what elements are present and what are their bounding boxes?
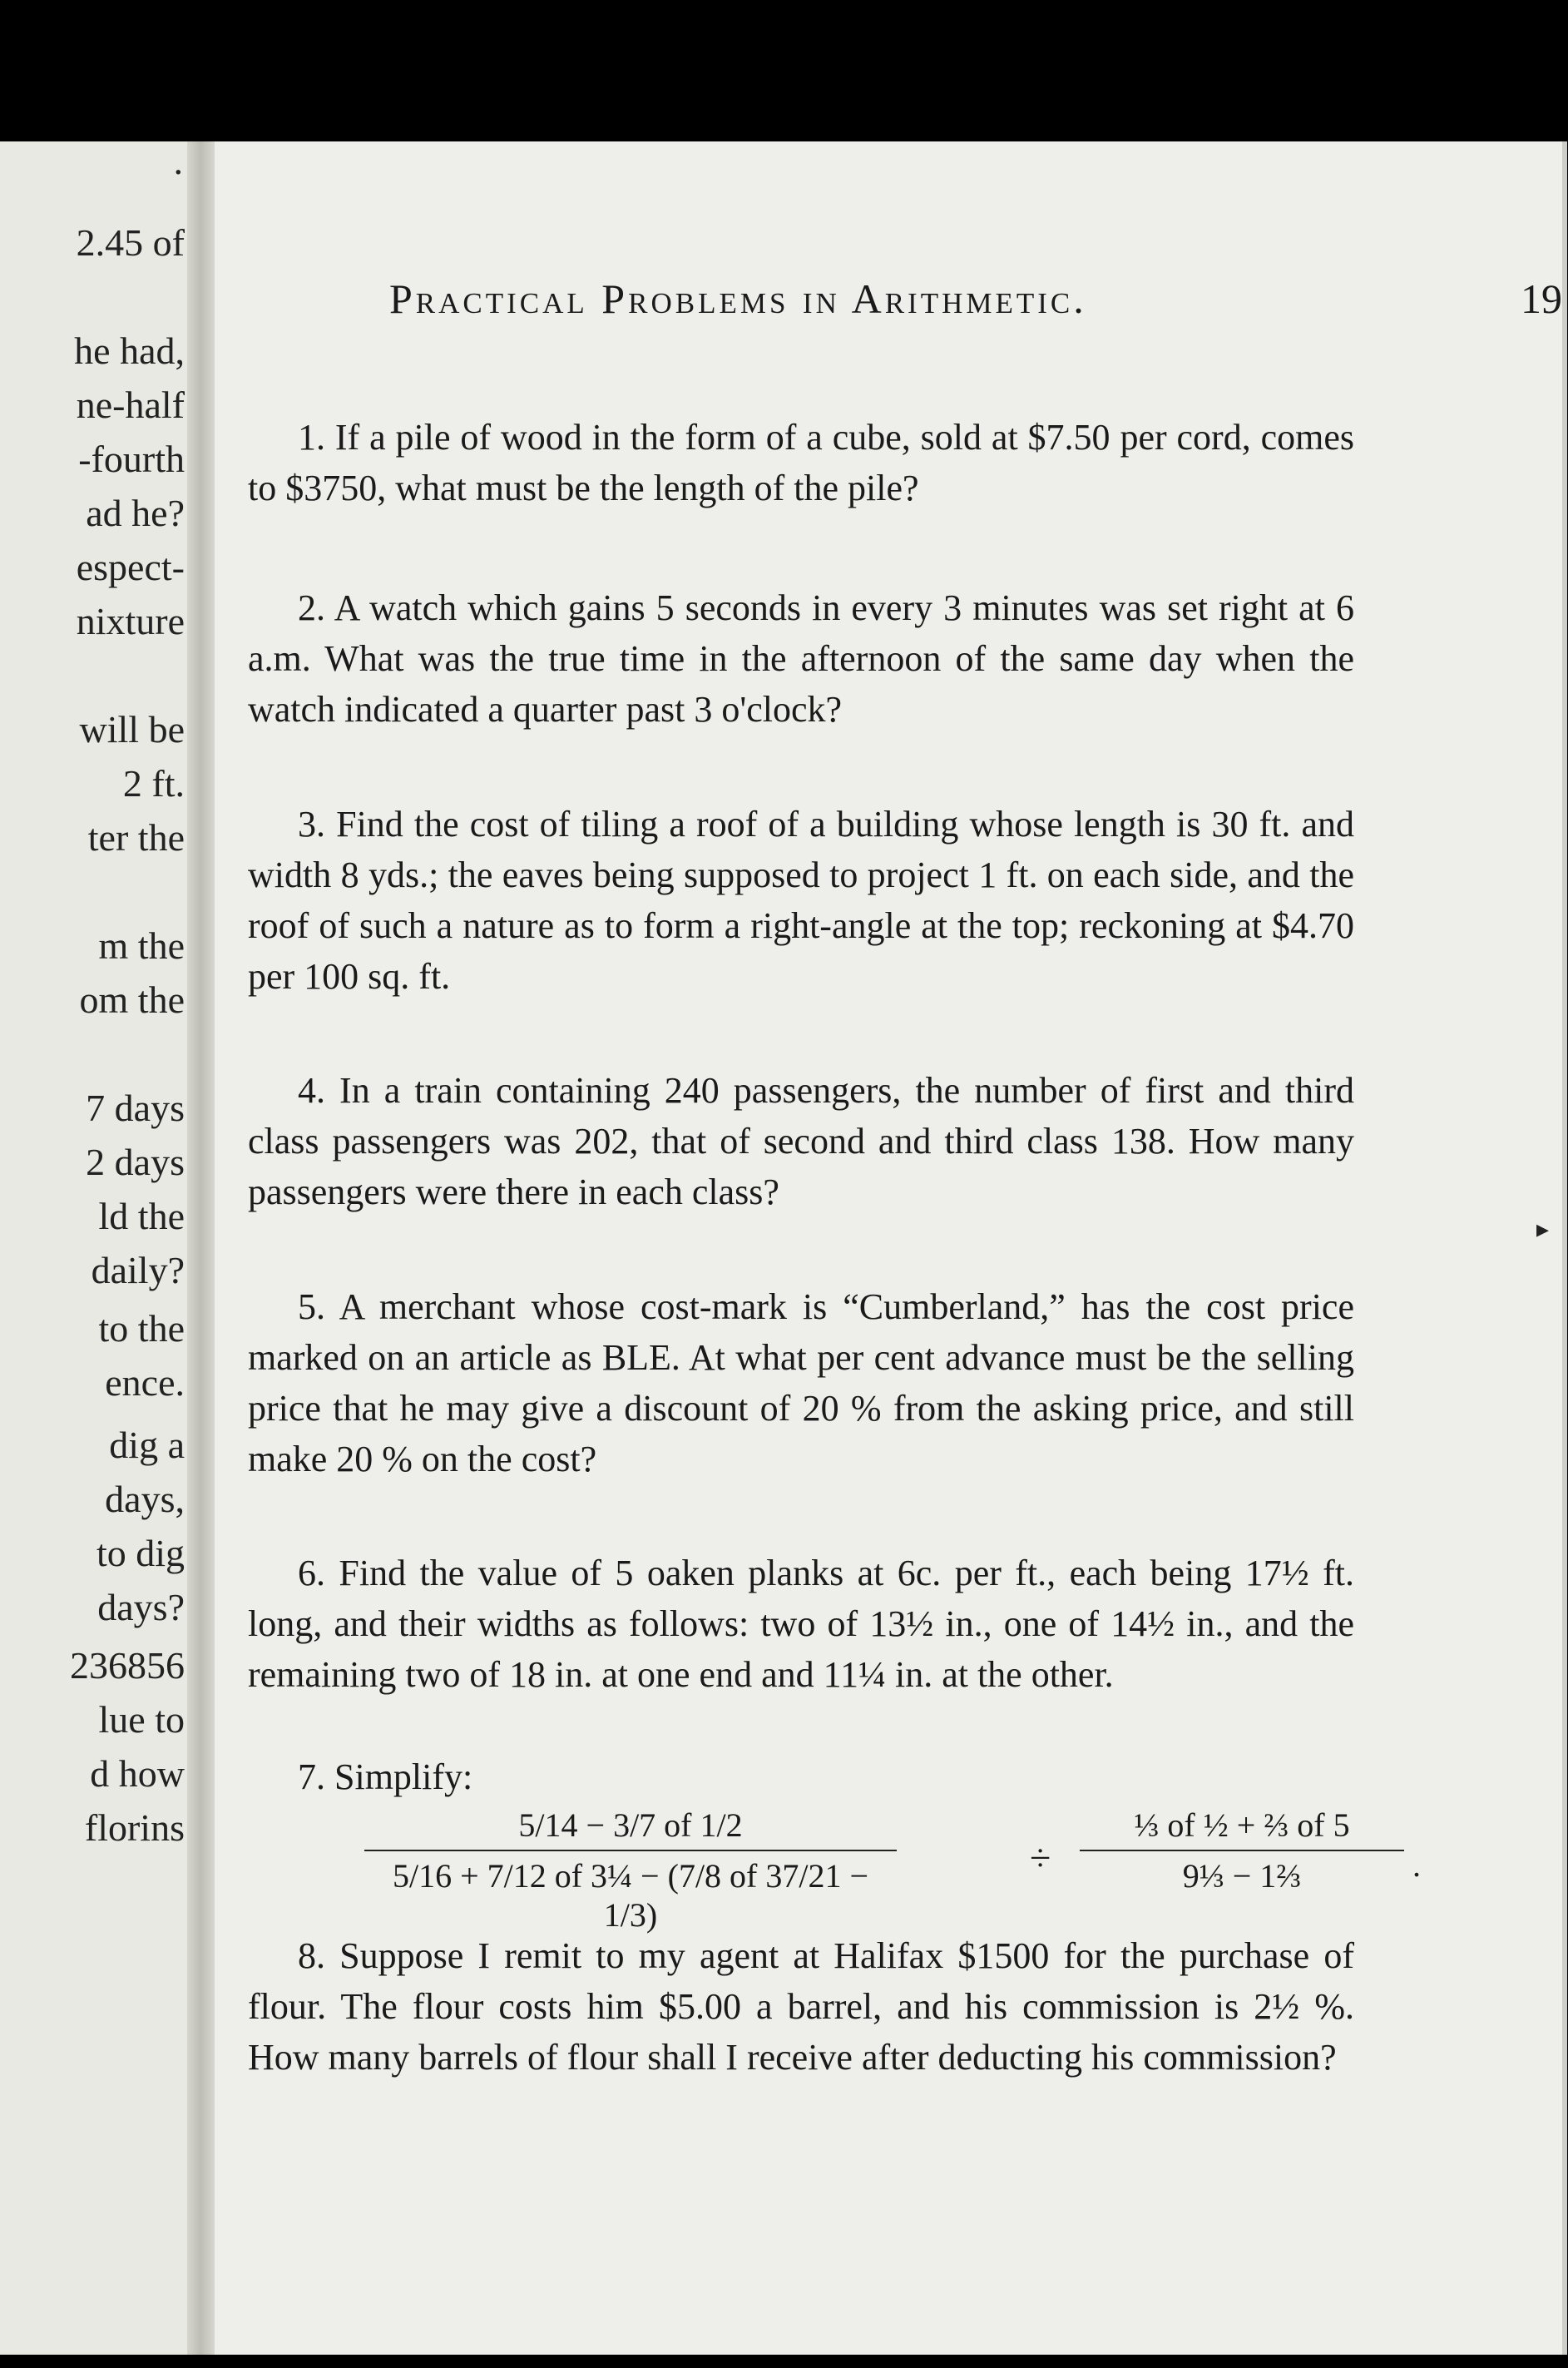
left-line: days, — [105, 1478, 185, 1520]
problem-number: 7. — [298, 1756, 325, 1797]
left-line: florins — [84, 1806, 185, 1849]
page-number: 19 — [1521, 275, 1562, 322]
left-line: ld the — [98, 1195, 185, 1237]
left-line: -fourth — [78, 438, 185, 480]
left-line: 2 days — [86, 1141, 185, 1183]
left-line: 2.45 of — [76, 221, 185, 264]
left-numerator: 5/14 − 3/7 of 1/2 — [364, 1806, 897, 1851]
page-title: Practical Problems in Arithmetic. — [389, 275, 1087, 322]
left-line: m the — [98, 924, 185, 967]
simplify-expression — [331, 1806, 1421, 1934]
left-line: nixture — [76, 600, 185, 642]
division-sign: ÷ — [1030, 1836, 1051, 1879]
left-page-fragment — [0, 141, 208, 2355]
left-line: dig a — [109, 1424, 185, 1466]
problem-text: A merchant whose cost-mark is “Cumberland,” has the cost price marked on an article as BLE. At what per cent advance must be the selling price that he may give a discount of 20 % from the asking price, and still make 20 % on the cost? — [248, 1286, 1354, 1479]
running-head — [389, 275, 1562, 341]
left-line: to dig — [96, 1532, 185, 1574]
problem-text: A watch which gains 5 seconds in every 3 minutes was set right at 6 a.m. What was the true time in the afternoon of the same day when the watch indicated a quarter past 3 o'clock? — [248, 587, 1354, 730]
left-line: he had, — [74, 329, 185, 372]
right-page — [215, 141, 1567, 2355]
problem-text: In a train containing 240 passengers, the number of first and third class passengers was 202, that of second and third class 138. How many passengers were there in each class? — [248, 1070, 1354, 1212]
problem-number: 2. — [298, 587, 325, 628]
left-line: 7 days — [86, 1087, 185, 1129]
left-line: · — [171, 151, 185, 193]
problem-text: Simplify: — [334, 1756, 473, 1797]
right-denominator: 9⅓ − 1⅔ — [1182, 1857, 1302, 1895]
right-edge-marker: ▸ — [1536, 1216, 1550, 1243]
problem-6 — [248, 1548, 1354, 1700]
right-numerator: ⅓ of ½ + ⅔ of 5 — [1080, 1806, 1404, 1851]
left-line: ter the — [87, 816, 185, 859]
left-line: will be — [79, 708, 185, 751]
left-line: to the — [98, 1307, 185, 1350]
problem-number: 8. — [298, 1935, 325, 1976]
left-denominator: 5/16 + 7/12 of 3¼ − (7/8 of 37/21 − 1/3) — [392, 1857, 869, 1934]
problem-number: 3. — [298, 804, 325, 845]
left-line: ence. — [105, 1361, 185, 1404]
left-line: daily? — [91, 1249, 185, 1291]
left-line: espect- — [76, 546, 185, 588]
left-line: ne-half — [76, 384, 185, 426]
left-line: om the — [79, 978, 185, 1021]
left-compound-fraction — [364, 1806, 897, 1935]
problem-5 — [248, 1281, 1354, 1484]
book-gutter — [187, 141, 217, 2355]
left-line: lue to — [98, 1698, 185, 1741]
problem-text: If a pile of wood in the form of a cube, sold at $7.50 per cord, comes to $3750, what must be the length of the pile? — [248, 417, 1354, 508]
left-line: 2 ft. — [122, 762, 185, 805]
problem-8 — [248, 1930, 1354, 2083]
problem-number: 4. — [298, 1070, 325, 1111]
problem-number: 5. — [298, 1286, 325, 1327]
problem-text: Find the cost of tiling a roof of a building whose length is 30 ft. and width 8 yds.; the eaves being supposed to project 1 ft. on each side, and the roof of such a nature as to form a right-angle at the top; reckoning at $4.70 per 100 sq. ft. — [248, 804, 1355, 997]
right-compound-fraction — [1080, 1806, 1404, 1895]
left-line: ad he? — [86, 492, 185, 534]
problem-1 — [248, 412, 1354, 513]
left-line: 236856 — [70, 1644, 185, 1687]
problem-7 — [248, 1751, 1354, 1802]
left-line: d how — [90, 1752, 185, 1795]
problem-text: Suppose I remit to my agent at Halifax $1500 for the purchase of flour. The flour costs him $5.00 a barrel, and his commission is 2½ %. How many barrels of flour shall I receive after deducting his commission? — [248, 1935, 1354, 2078]
problem-number: 1. — [298, 417, 325, 458]
problem-number: 6. — [298, 1553, 325, 1593]
problem-3 — [248, 799, 1354, 1002]
expression-end: . — [1412, 1846, 1421, 1884]
left-line: days? — [97, 1586, 185, 1628]
problem-4 — [248, 1065, 1354, 1217]
problem-text: Find the value of 5 oaken planks at 6c. per ft., each being 17½ ft. long, and their widths as follows: two of 13½ in., one of 14½ in., and the remaining two of 18 in. at one end and 11¼ in. at the other. — [248, 1553, 1355, 1695]
problem-2 — [248, 582, 1354, 735]
